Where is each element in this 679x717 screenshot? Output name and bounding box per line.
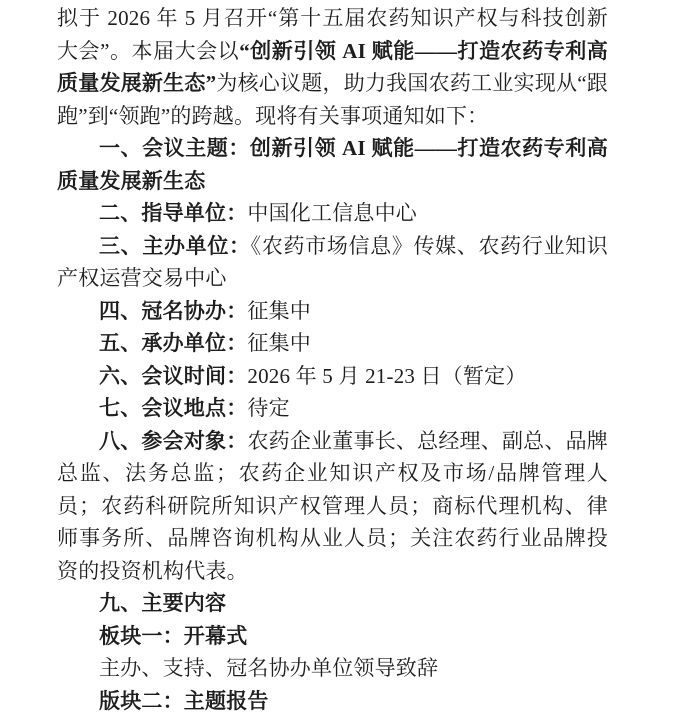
- text-run: 主办、支持、冠名协办单位领导致辞: [99, 656, 438, 680]
- text-run: 中国化工信息中心: [247, 201, 417, 225]
- paragraph: [57, 685, 608, 717]
- text-run: 八、参会对象：: [99, 429, 247, 453]
- text-run: 农药企业董事长、总经理、副总、品牌总监、法务总监；农药企业知识产权及市场/品牌管理人员；农药科研院所知识产权管理人员；商标代理机构、律师事务所、品牌咨询机构从业人员；关注农药行业品牌投资的投资机构代表。: [57, 429, 608, 583]
- paragraph: [57, 230, 608, 295]
- text-run: 待定: [247, 396, 289, 420]
- text-run: 征集中: [247, 299, 311, 323]
- paragraph: [57, 360, 608, 393]
- paragraph: [57, 587, 608, 620]
- paragraph: [57, 197, 608, 230]
- text-run: 为核心议题，助力我国农药工业实现从“跟跑”到“领跑”的跨越。现将有关事项通知如下：: [57, 71, 608, 128]
- paragraph: [57, 327, 608, 360]
- text-run: 六、会议时间：: [99, 364, 247, 388]
- text-run: 拟于 2026 年 5 月召开“第十五届农药知识产权与科技创新大会”。本届大会以: [57, 6, 608, 63]
- paragraph: [57, 425, 608, 588]
- document-body: [57, 2, 608, 717]
- paragraph: [57, 652, 608, 685]
- text-run: 七、会议地点：: [99, 396, 247, 420]
- text-run: 三、主办单位：: [99, 234, 251, 258]
- paragraph: [57, 132, 608, 197]
- text-run: 征集中: [247, 331, 311, 355]
- text-run: 一、会议主题：创新引领 AI 赋能——打造农药专利高质量发展新生态: [57, 136, 608, 193]
- text-run: 九、主要内容: [99, 591, 226, 615]
- text-run: 《农药市场信息》传媒、农药行业知识产权运营交易中心: [57, 234, 608, 291]
- paragraph: [57, 392, 608, 425]
- text-run: 板块一：开幕式: [99, 624, 247, 648]
- text-run: 四、冠名协办：: [99, 299, 247, 323]
- text-run: 2026 年 5 月 21-23 日（暂定）: [247, 364, 526, 388]
- text-run: “创新引领 AI 赋能——打造农药专利高质量发展新生态”: [57, 39, 608, 96]
- text-run: 版块二：主题报告: [99, 689, 269, 713]
- paragraph: [57, 2, 608, 132]
- paragraph: [57, 620, 608, 653]
- text-run: 五、承办单位：: [99, 331, 247, 355]
- text-run: 二、指导单位：: [99, 201, 247, 225]
- paragraph: [57, 295, 608, 328]
